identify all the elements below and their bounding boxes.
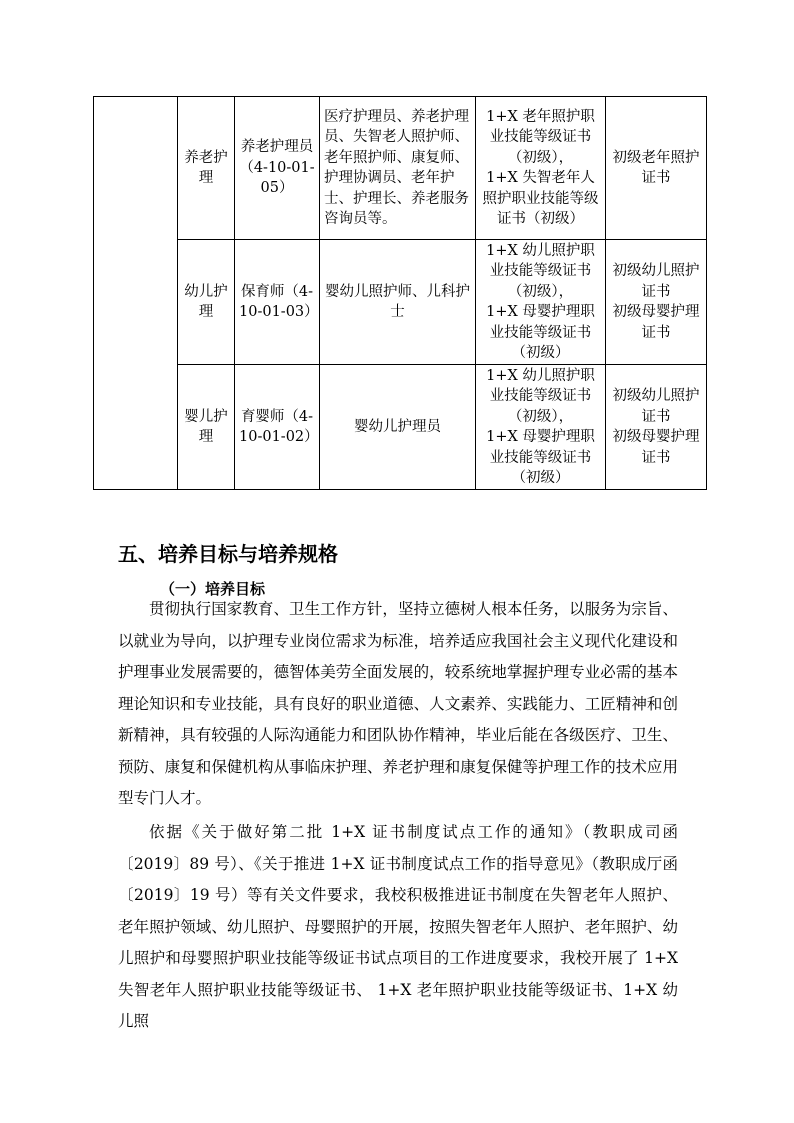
field-cell: 婴儿护理 [178,365,235,490]
other-certificate-line: 初级幼儿照护证书 [612,263,700,300]
certificate-line: 1+X 母婴护理职业技能等级证书（初级） [486,429,595,486]
certificate-line: 1+X 幼儿照护职业技能等级证书（初级）， [486,367,595,425]
occupation-cell: 养老护理员（4-10-01-05） [235,97,320,240]
other-certificate-line: 初级母婴护理证书 [612,429,700,466]
other-certificate-line: 初级老年照护证书 [612,149,700,186]
table-row [94,240,707,365]
certificate-line: 1+X 幼儿照护职业技能等级证书（初级）， [486,242,595,300]
field-cell: 养老护理 [178,97,235,240]
positions-cell: 医疗护理员、养老护理员、失智老人照护师、老年照护师、康复师、护理协调员、老年护士、护理长、养老服务咨询员等。 [320,97,476,240]
body-paragraph: 贯彻执行国家教育、卫生工作方针，坚持立德树人根本任务，以服务为宗旨、以就业为导向，以护理专业岗位需求为标准，培养适应我国社会主义现代化建设和护理事业发展需要的，德智体美劳全面发展的，较系统地掌握护理专业必需的基本理论知识和专业技能，具有良好的职业道德、人文素养、实践能力、工匠精神和创新精神，具有较强的人际沟通能力和团队协作精神，毕业后能在各级医疗、卫生、预防、康复和保健机构从事临床护理、养老护理和康复保健等护理工作的技术应用型专门人才。 [118,600,678,807]
positions-cell: 婴幼儿照护师、儿科护士 [320,240,476,365]
section-heading: 五、培养目标与培养规格 [118,542,338,566]
occupation-certificate-table [93,96,707,490]
other-certificate-cell [606,97,707,240]
occupation-cell: 保育师（4-10-01-03） [235,240,320,365]
field-cell: 幼儿护理 [178,240,235,365]
other-certificate-line: 初级幼儿照护证书 [612,388,700,425]
certificate-line: 1+X 老年照护职业技能等级证书（初级）， [486,108,595,166]
positions-cell: 婴幼儿护理员 [320,365,476,490]
occupation-cell: 育婴师（4-10-01-02） [235,365,320,490]
other-certificate-cell [606,365,707,490]
body-paragraph: 依据《关于做好第二批 1+X 证书制度试点工作的通知》（教职成司函〔2019〕89 号）、《关于推进 1+X 证书制度试点工作的指导意见》（教职成厅函〔2019〕19 号）等有关文件要求，我校积极推进证书制度在失智老年人照护、老年照护领域、幼儿照护、母婴照护的开展，按照失智老年人照护、老年照护、幼儿照护和母婴照护职业技能等级证书试点项目的工作进度要求，我校开展了 1+X 失智老年人照护职业技能等级证书、 1+X 老年照护职业技能等级证书、1+X 幼儿照 [118,823,678,1030]
certificate-line: 1+X 母婴护理职业技能等级证书（初级） [486,304,595,361]
certificate-line: 1+X 失智老年人照护职业技能等级证书（初级） [482,170,599,227]
certificate-cell [476,365,606,490]
subsection-heading: （一）培养目标 [160,580,266,598]
other-certificate-cell [606,240,707,365]
merged-category-cell [94,97,178,490]
certificate-cell [476,240,606,365]
certificate-cell [476,97,606,240]
table-row [94,97,707,240]
other-certificate-line: 初级母婴护理证书 [612,304,700,341]
table-row [94,365,707,490]
